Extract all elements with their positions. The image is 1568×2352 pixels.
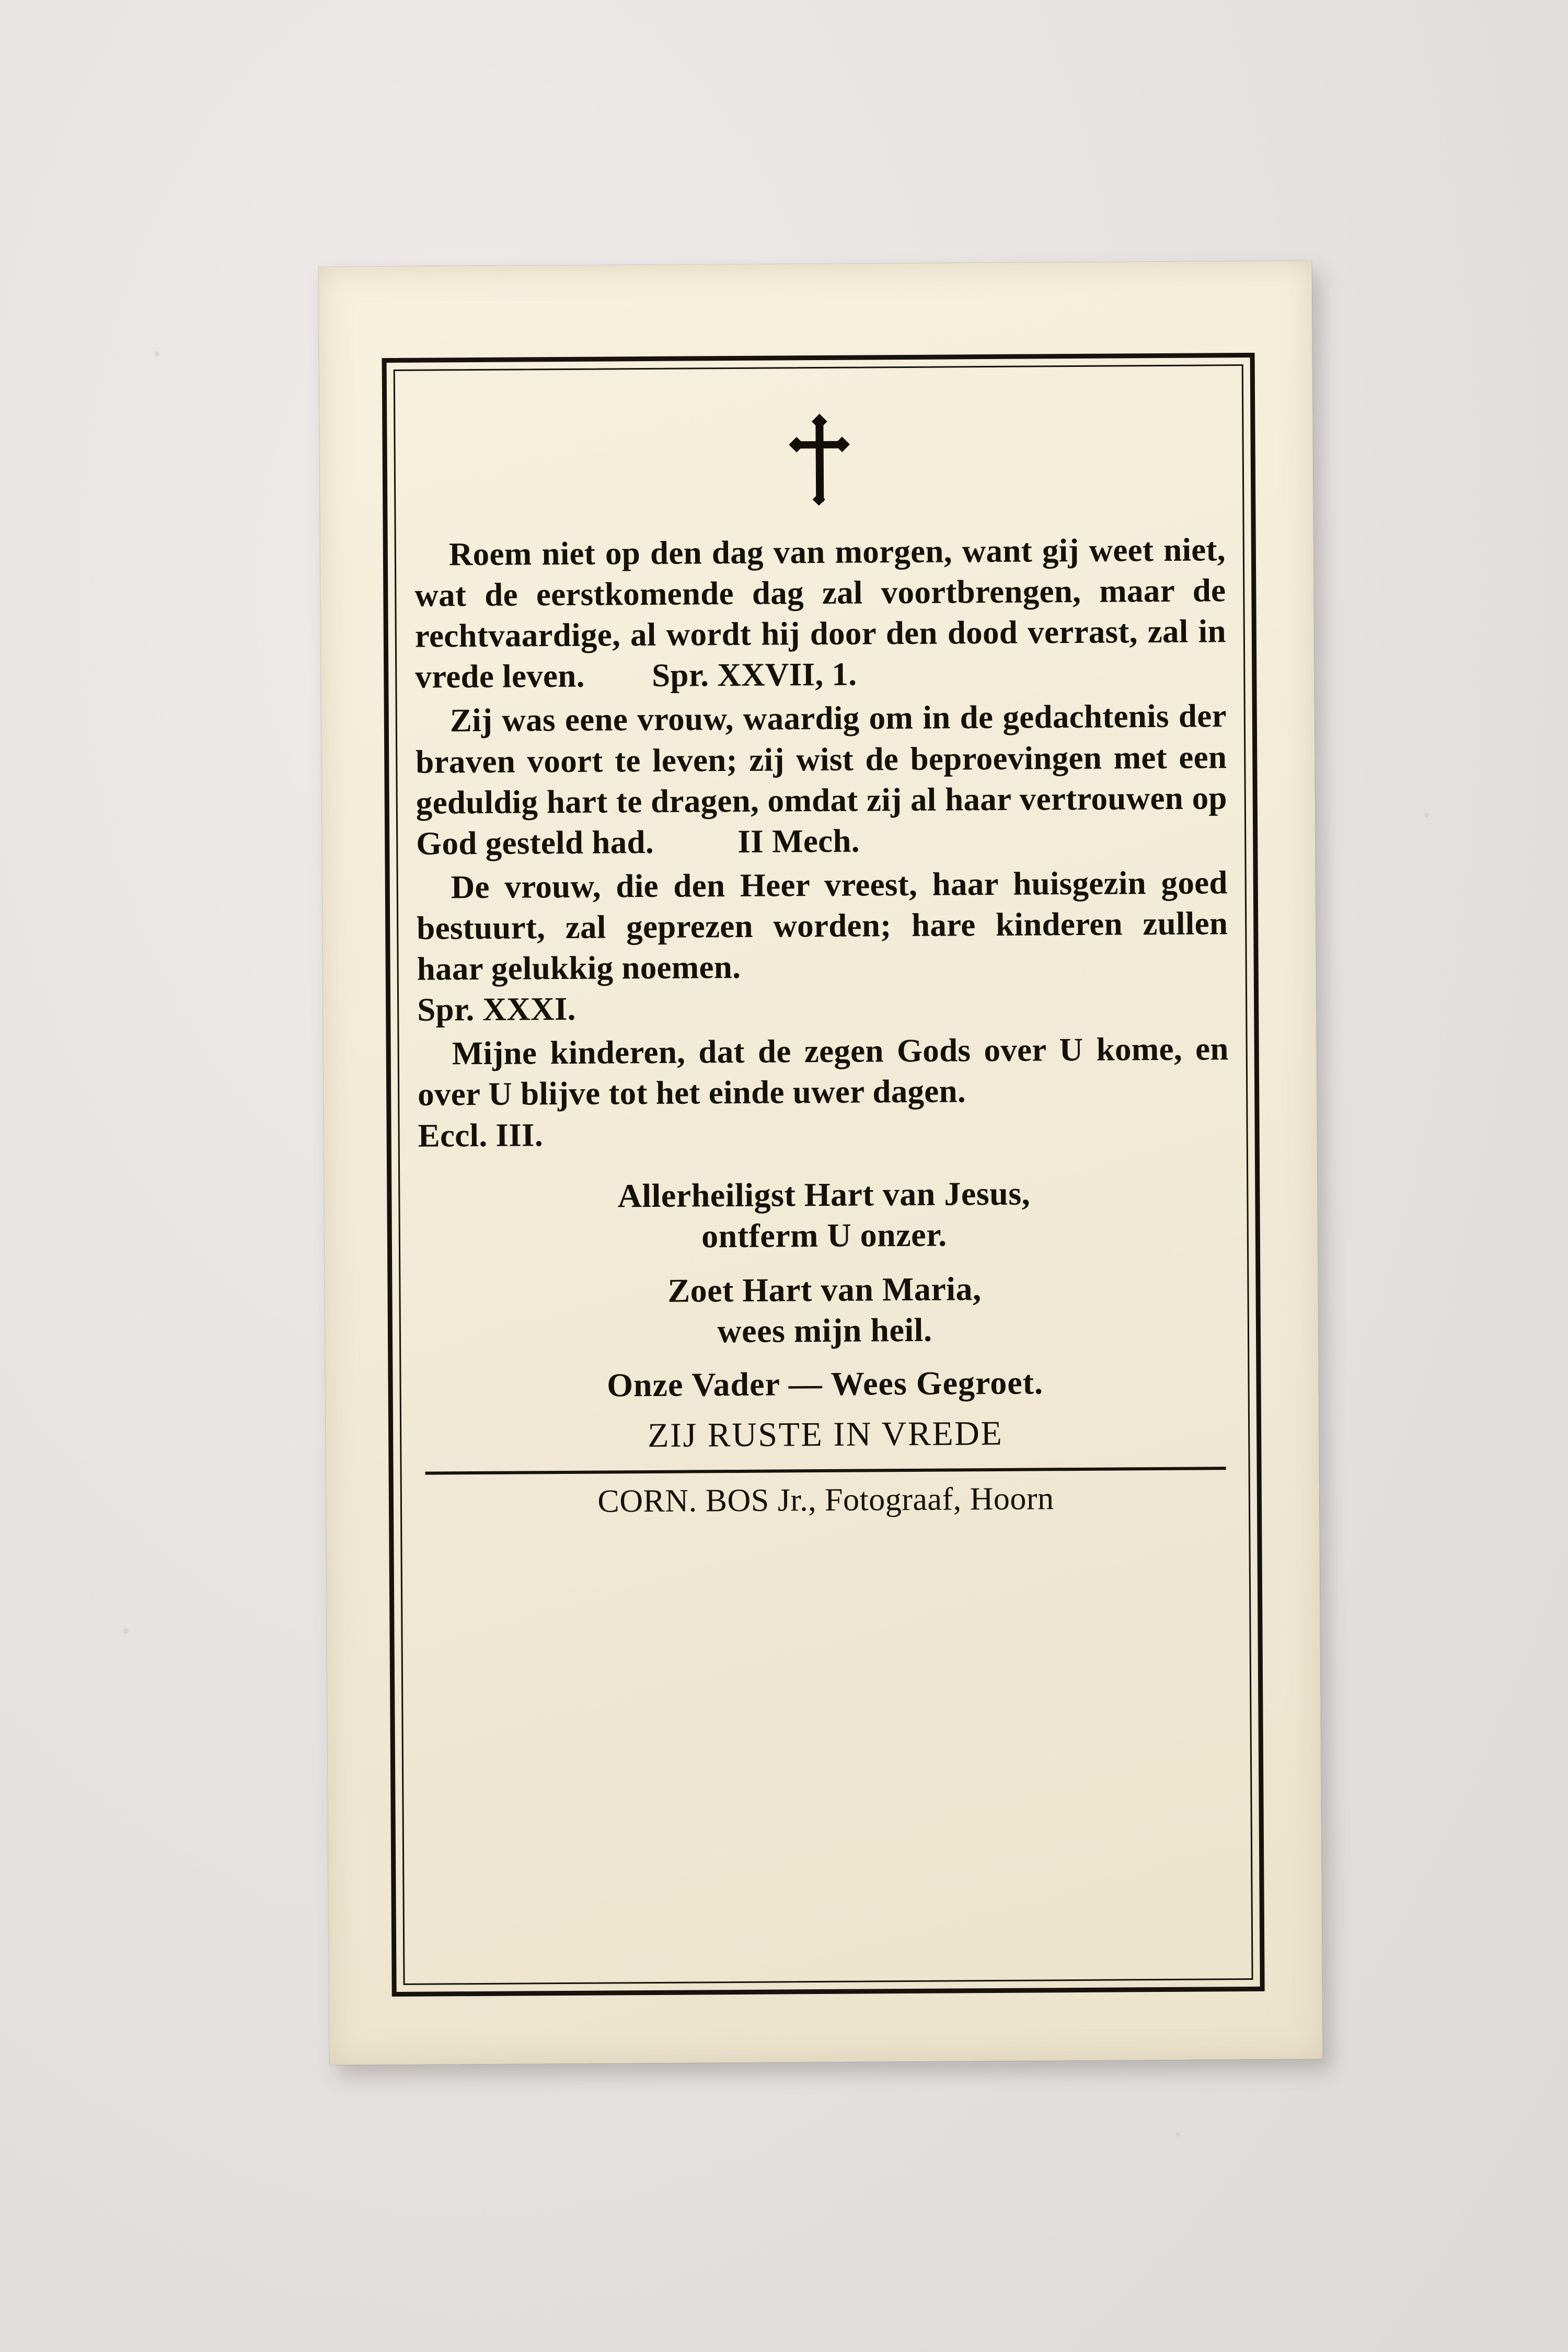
verse-eccl-iii [417,1029,1229,1156]
rest-in-peace-line: ZIJ RUSTE IN VREDE [647,1414,1004,1455]
invocation-heart-of-jesus [418,1172,1230,1259]
verse-spr-xxvii [414,529,1227,697]
verse-source-label: Spr. XXXI. [417,990,576,1028]
verse-spr-xxxi [417,862,1229,1030]
wall-speck [123,1628,129,1634]
verse-text: Mijne kinderen, dat de zegen Gods over U kome, en over U blijve tot het einde uwer dagen. [417,1030,1229,1113]
wall-speck [1176,2132,1180,2137]
verse-source [654,823,738,860]
cross-tip-left [789,437,804,453]
wall-speck [154,351,159,356]
wall-speck [1424,813,1429,817]
verse-text: Roem niet op den dag van morgen, want gij weet niet, wat de eerstkomende dag zal voortbrengen, maar de rechtvaardige, al wordt hij door den dood verrast, zal in vrede leven. [414,531,1227,696]
invocation-line-2: wees mijn heil. [717,1311,932,1350]
verses-section [414,529,1229,1159]
cross-tip-top [812,414,827,430]
invocation-line-1: Allerheiligst Hart van Jesus, [617,1174,1031,1215]
verse-ii-mech [416,696,1228,864]
invocation-line-2: ontferm U onzer. [701,1216,947,1255]
verse-text: De vrouw, die den Heer vreest, haar huisgezin goed bestuurt, zal geprezen worden; hare kinderen zullen haar gelukkig noemen. [417,864,1228,987]
invocations-section [418,1172,1231,1470]
verse-text: Zij was eene vrouw, waardig om in de gedachtenis der braven voort te leven; zij wist de beproevingen met een geduldig hart te dragen, omdat zij al haar vertrouwen op God gesteld had. [416,697,1227,862]
invocation-line-1: Zoet Hart van Maria, [667,1270,982,1309]
memorial-card [319,261,1323,2065]
verse-source [584,657,652,694]
cross-tip-right [834,436,850,452]
verse-source-label: Eccl. III. [418,1116,544,1154]
prayers-line: Onze Vader — Wees Gegroet. [606,1364,1044,1404]
cross-icon [788,418,851,502]
verse-source-label: Spr. XXVII, 1. [651,655,857,694]
printer-credit: CORN. BOS Jr., Fotograaf, Hoorn [597,1481,1054,1519]
card-content [413,379,1234,1969]
invocation-heart-of-mary [419,1267,1230,1354]
verse-source-label: II Mech. [737,822,860,860]
cross-ornament [413,416,1225,506]
cross-stem [815,421,824,502]
